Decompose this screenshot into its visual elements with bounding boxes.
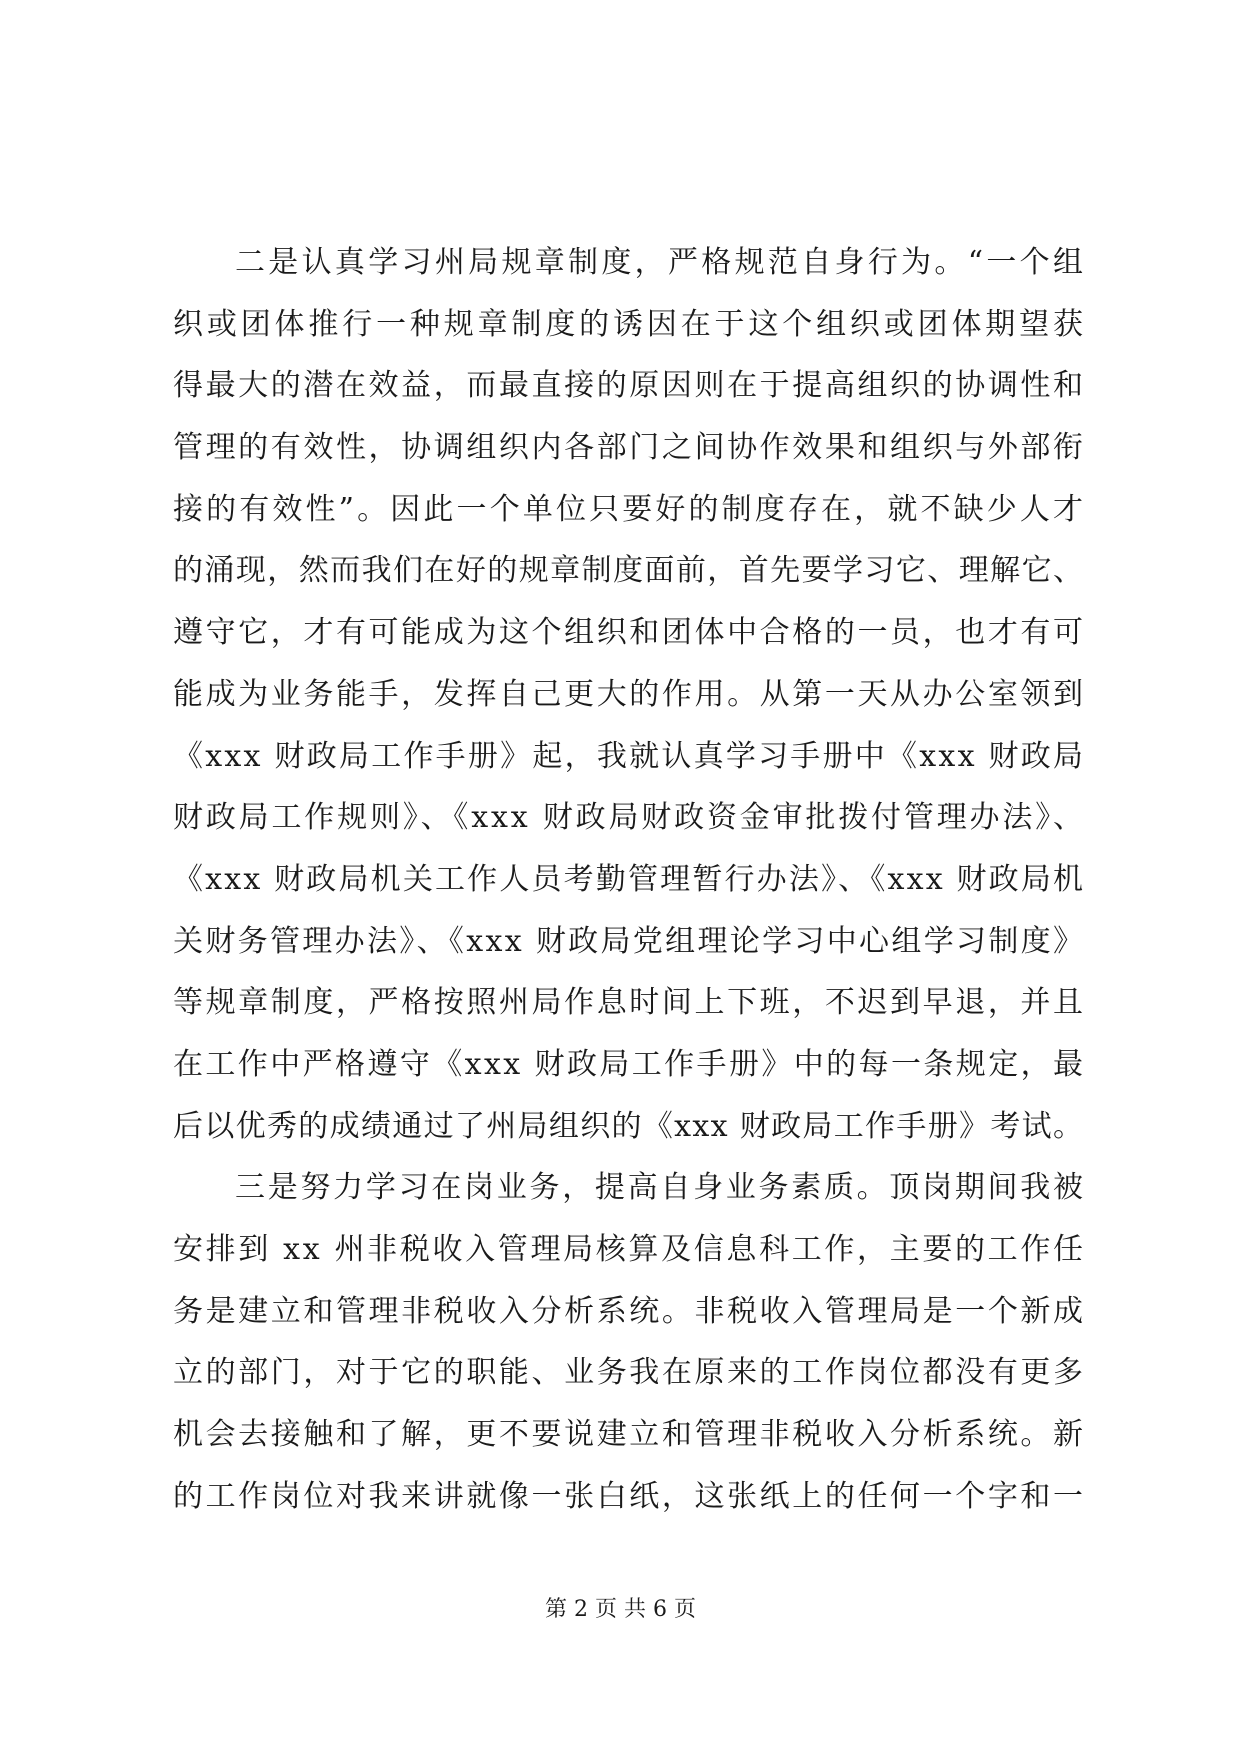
paragraph-1-line-12: 关财务管理办法》、《xxx 财政局党组理论学习中心组学习制度》 (173, 923, 1086, 959)
paragraph-1-line-7: 遵守它，才有可能成为这个组织和团体中合格的一员，也才有可 (173, 615, 1086, 651)
paragraph-1-line-10: 财政局工作规则》、《xxx 财政局财政资金审批拨付管理办法》、 (173, 800, 1086, 836)
paragraph-1-line-2: 织或团体推行一种规章制度的诱因在于这个组织或团体期望获 (173, 306, 1087, 342)
page-number-footer: 第 2 页 共 6 页 (545, 1597, 696, 1622)
paragraph-1-line-13: 等规章制度，严格按照州局作息时间上下班，不迟到早退，并且 (173, 985, 1086, 1021)
paragraph-1-line-6: 的涌现，然而我们在好的规章制度面前，首先要学习它、理解它、 (173, 553, 1085, 589)
paragraph-1-line-9: 《xxx 财政局工作手册》起，我就认真学习手册中《xxx 财政局 (173, 738, 1086, 774)
paragraph-1-line-5: 接的有效性”。因此一个单位只要好的制度存在，就不缺少人才 (173, 491, 1087, 527)
paragraph-2-line-5: 机会去接触和了解，更不要说建立和管理非税收入分析系统。新 (173, 1417, 1086, 1453)
paragraph-2-line-6: 的工作岗位对我来讲就像一张白纸，这张纸上的任何一个字和一 (173, 1478, 1086, 1514)
paragraph-2-line-3: 务是建立和管理非税收入分析系统。非税收入管理局是一个新成 (173, 1293, 1086, 1329)
paragraph-1-line-4: 管理的有效性，协调组织内各部门之间协作效果和组织与外部衔 (173, 430, 1086, 466)
paragraph-1-line-8: 能成为业务能手，发挥自己更大的作用。从第一天从办公室领到 (173, 676, 1086, 712)
paragraph-2-line-1: 三是努力学习在岗业务，提高自身业务素质。顶岗期间我被 (235, 1170, 1086, 1206)
paragraph-1-line-3: 得最大的潜在效益，而最直接的原因则在于提高组织的协调性和 (173, 368, 1086, 404)
paragraph-2-line-2: 安排到 xx 州非税收入管理局核算及信息科工作，主要的工作任 (173, 1232, 1086, 1267)
paragraph-1-line-15: 后以优秀的成绩通过了州局组织的《xxx 财政局工作手册》考试。 (173, 1108, 1085, 1144)
document-body (173, 232, 1087, 1527)
paragraph-1-line-11: 《xxx 财政局机关工作人员考勤管理暂行办法》、《xxx 财政局机 (173, 861, 1086, 897)
paragraph-2-line-4: 立的部门，对于它的职能、业务我在原来的工作岗位都没有更多 (173, 1355, 1086, 1391)
paragraph-1-line-14: 在工作中严格遵守《xxx 财政局工作手册》中的每一条规定，最 (173, 1046, 1086, 1082)
paragraph-1-line-1: 二是认真学习州局规章制度，严格规范自身行为。“一个组 (235, 245, 1087, 280)
